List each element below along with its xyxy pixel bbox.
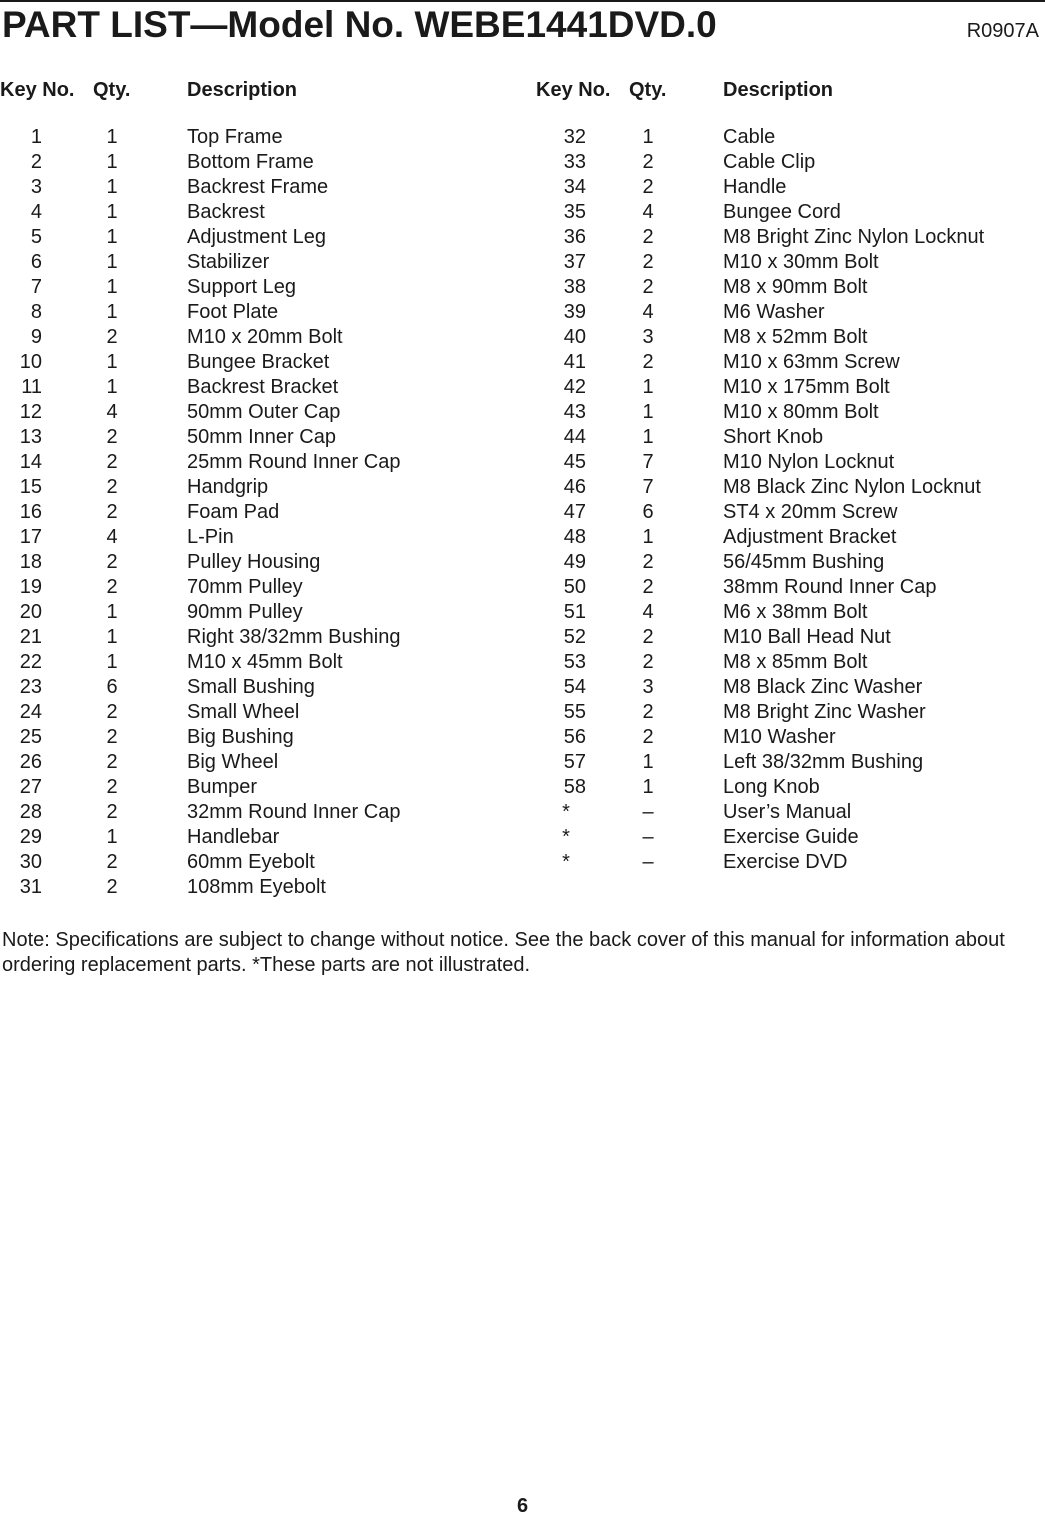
- part-description: M10 x 175mm Bolt: [723, 376, 890, 398]
- header-description: Description: [723, 79, 834, 101]
- part-qty: 2: [106, 451, 118, 473]
- part-key-no: 58: [563, 776, 586, 798]
- part-row: [536, 225, 1041, 250]
- part-description: M8 Black Zinc Nylon Locknut: [723, 476, 981, 498]
- part-row: [536, 450, 1041, 475]
- part-description: Adjustment Leg: [187, 226, 326, 248]
- part-row: [0, 575, 520, 600]
- part-description: 108mm Eyebolt: [187, 876, 326, 898]
- header-key-no: Key No.: [0, 79, 75, 101]
- part-row: [0, 500, 520, 525]
- part-qty: –: [642, 851, 654, 873]
- part-qty: 1: [106, 651, 118, 673]
- part-qty: 1: [642, 776, 654, 798]
- part-qty: 1: [106, 226, 118, 248]
- part-description: M10 Washer: [723, 726, 836, 748]
- part-row: [0, 350, 520, 375]
- page-number: 6: [516, 1495, 529, 1517]
- part-description: Backrest: [187, 201, 265, 223]
- part-description: Short Knob: [723, 426, 824, 448]
- part-row: [0, 450, 520, 475]
- part-qty: 2: [106, 326, 118, 348]
- part-key-no: 32: [563, 126, 586, 148]
- part-row: [536, 550, 1041, 575]
- part-description: Bottom Frame: [187, 151, 314, 173]
- parts-rows-left: [0, 125, 520, 900]
- part-row: [536, 425, 1041, 450]
- header-qty: Qty.: [629, 79, 667, 101]
- part-qty: 7: [642, 476, 654, 498]
- part-row: [0, 375, 520, 400]
- part-description: Exercise Guide: [723, 826, 859, 848]
- part-key-no: 52: [563, 626, 586, 648]
- part-row: [536, 375, 1041, 400]
- part-description: 90mm Pulley: [187, 601, 303, 623]
- part-row: [0, 300, 520, 325]
- part-row: [536, 650, 1041, 675]
- part-row: [536, 850, 1041, 875]
- part-description: M8 Bright Zinc Washer: [723, 701, 926, 723]
- part-description: M10 x 30mm Bolt: [723, 251, 879, 273]
- part-key-no: 3: [30, 176, 42, 198]
- header-description: Description: [187, 79, 298, 101]
- part-key-no: 36: [563, 226, 586, 248]
- part-qty: 1: [642, 401, 654, 423]
- part-row: [0, 125, 520, 150]
- part-qty: 1: [106, 826, 118, 848]
- part-key-no: 51: [563, 601, 586, 623]
- part-row: [536, 200, 1041, 225]
- part-qty: 4: [642, 601, 654, 623]
- part-key-no: 48: [563, 526, 586, 548]
- part-description: Cable Clip: [723, 151, 816, 173]
- part-row: [536, 625, 1041, 650]
- part-key-no: 19: [19, 576, 42, 598]
- part-description: M10 x 80mm Bolt: [723, 401, 879, 423]
- part-key-no: 35: [563, 201, 586, 223]
- part-key-no: 49: [563, 551, 586, 573]
- part-description: M6 Washer: [723, 301, 825, 323]
- part-key-no: 1: [30, 126, 42, 148]
- part-row: [0, 150, 520, 175]
- part-qty: 1: [106, 176, 118, 198]
- part-description: Small Bushing: [187, 676, 315, 698]
- part-qty: 2: [106, 726, 118, 748]
- parts-list-header: [0, 78, 520, 103]
- note-text: Note: Specifications are subject to change without notice. See the back cover of this manual for information about ordering replacement parts. *These parts are not illustrated.: [2, 929, 1005, 976]
- part-description: Exercise DVD: [723, 851, 848, 873]
- part-qty: 2: [642, 276, 654, 298]
- part-row: [0, 600, 520, 625]
- part-description: Foot Plate: [187, 301, 279, 323]
- part-qty: 1: [106, 151, 118, 173]
- part-qty: 4: [642, 201, 654, 223]
- part-key-no: 6: [30, 251, 42, 273]
- part-key-no: 57: [563, 751, 586, 773]
- part-key-no: *: [562, 851, 570, 873]
- part-row: [0, 550, 520, 575]
- part-row: [0, 625, 520, 650]
- part-key-no: 27: [19, 776, 42, 798]
- part-description: Left 38/32mm Bushing: [723, 751, 924, 773]
- part-description: M6 x 38mm Bolt: [723, 601, 868, 623]
- page-title: PART LIST—Model No. WEBE1441DVD.0: [2, 4, 717, 45]
- part-key-no: 23: [19, 676, 42, 698]
- part-qty: 2: [106, 851, 118, 873]
- part-qty: 1: [642, 526, 654, 548]
- part-row: [536, 500, 1041, 525]
- part-qty: 2: [642, 351, 654, 373]
- part-key-no: 21: [19, 626, 42, 648]
- part-description: Pulley Housing: [187, 551, 321, 573]
- part-row: [0, 775, 520, 800]
- part-description: 60mm Eyebolt: [187, 851, 315, 873]
- part-qty: 7: [642, 451, 654, 473]
- part-qty: 1: [106, 626, 118, 648]
- part-row: [0, 475, 520, 500]
- part-row: [0, 325, 520, 350]
- part-qty: 2: [106, 701, 118, 723]
- part-description: M8 x 85mm Bolt: [723, 651, 868, 673]
- part-key-no: 13: [19, 426, 42, 448]
- document-code: R0907A: [966, 20, 1039, 42]
- part-key-no: 29: [19, 826, 42, 848]
- part-key-no: 8: [30, 301, 42, 323]
- part-row: [536, 475, 1041, 500]
- part-row: [0, 525, 520, 550]
- part-description: Small Wheel: [187, 701, 300, 723]
- part-qty: –: [642, 826, 654, 848]
- part-description: M8 Bright Zinc Nylon Locknut: [723, 226, 985, 248]
- part-row: [0, 175, 520, 200]
- part-description: 70mm Pulley: [187, 576, 303, 598]
- part-key-no: 20: [19, 601, 42, 623]
- part-qty: 2: [642, 151, 654, 173]
- part-description: Support Leg: [187, 276, 296, 298]
- part-description: User’s Manual: [723, 801, 852, 823]
- part-qty: 1: [106, 351, 118, 373]
- part-row: [536, 750, 1041, 775]
- part-key-no: 9: [30, 326, 42, 348]
- part-key-no: 31: [19, 876, 42, 898]
- part-key-no: 41: [563, 351, 586, 373]
- part-qty: 1: [106, 201, 118, 223]
- part-row: [536, 300, 1041, 325]
- part-description: M10 x 63mm Screw: [723, 351, 900, 373]
- part-row: [536, 725, 1041, 750]
- part-key-no: 25: [19, 726, 42, 748]
- part-qty: 2: [106, 501, 118, 523]
- part-key-no: 7: [30, 276, 42, 298]
- part-description: Bumper: [187, 776, 258, 798]
- part-qty: 2: [642, 226, 654, 248]
- top-rule: [0, 0, 1045, 2]
- part-row: [0, 825, 520, 850]
- part-key-no: 47: [563, 501, 586, 523]
- part-key-no: *: [562, 826, 570, 848]
- part-qty: 2: [106, 801, 118, 823]
- part-qty: 2: [642, 651, 654, 673]
- part-key-no: 5: [30, 226, 42, 248]
- part-key-no: 34: [563, 176, 586, 198]
- part-row: [0, 800, 520, 825]
- part-key-no: 46: [563, 476, 586, 498]
- part-qty: 6: [642, 501, 654, 523]
- part-description: 38mm Round Inner Cap: [723, 576, 937, 598]
- part-row: [0, 200, 520, 225]
- part-description: L-Pin: [187, 526, 234, 548]
- part-description: M8 x 90mm Bolt: [723, 276, 868, 298]
- part-description: Backrest Frame: [187, 176, 329, 198]
- part-row: [536, 150, 1041, 175]
- part-qty: 2: [106, 876, 118, 898]
- part-description: M10 Nylon Locknut: [723, 451, 895, 473]
- part-description: 50mm Inner Cap: [187, 426, 336, 448]
- part-qty: 2: [106, 576, 118, 598]
- part-key-no: 55: [563, 701, 586, 723]
- part-description: M10 x 20mm Bolt: [187, 326, 343, 348]
- part-qty: 2: [106, 476, 118, 498]
- part-qty: 1: [106, 301, 118, 323]
- part-description: Backrest Bracket: [187, 376, 339, 398]
- part-key-no: 30: [19, 851, 42, 873]
- part-qty: 2: [106, 426, 118, 448]
- part-row: [536, 575, 1041, 600]
- part-row: [536, 700, 1041, 725]
- part-description: M10 Ball Head Nut: [723, 626, 891, 648]
- part-key-no: 17: [19, 526, 42, 548]
- part-key-no: 28: [19, 801, 42, 823]
- part-row: [0, 700, 520, 725]
- part-row: [536, 525, 1041, 550]
- part-key-no: 38: [563, 276, 586, 298]
- part-description: Handlebar: [187, 826, 280, 848]
- part-row: [0, 650, 520, 675]
- part-key-no: 16: [19, 501, 42, 523]
- part-key-no: 18: [19, 551, 42, 573]
- part-key-no: 2: [30, 151, 42, 173]
- part-row: [536, 175, 1041, 200]
- part-description: M8 Black Zinc Washer: [723, 676, 923, 698]
- part-key-no: 56: [563, 726, 586, 748]
- part-description: Stabilizer: [187, 251, 270, 273]
- part-description: Big Bushing: [187, 726, 294, 748]
- part-qty: 6: [106, 676, 118, 698]
- part-description: ST4 x 20mm Screw: [723, 501, 898, 523]
- part-qty: 1: [106, 251, 118, 273]
- part-key-no: 42: [563, 376, 586, 398]
- part-key-no: 44: [563, 426, 586, 448]
- part-qty: 2: [106, 751, 118, 773]
- part-row: [0, 675, 520, 700]
- parts-rows-right: [536, 125, 1041, 875]
- part-description: M8 x 52mm Bolt: [723, 326, 868, 348]
- part-row: [0, 850, 520, 875]
- part-row: [0, 425, 520, 450]
- part-row: [536, 325, 1041, 350]
- part-qty: 4: [642, 301, 654, 323]
- part-row: [536, 250, 1041, 275]
- part-row: [536, 275, 1041, 300]
- part-description: Bungee Cord: [723, 201, 841, 223]
- part-key-no: 33: [563, 151, 586, 173]
- parts-list-left: [0, 78, 520, 900]
- part-qty: 1: [106, 126, 118, 148]
- part-qty: 2: [642, 701, 654, 723]
- part-key-no: 39: [563, 301, 586, 323]
- part-row: [0, 275, 520, 300]
- part-key-no: 4: [30, 201, 42, 223]
- part-row: [536, 400, 1041, 425]
- part-row: [0, 250, 520, 275]
- part-qty: 2: [642, 551, 654, 573]
- part-row: [0, 750, 520, 775]
- part-qty: 1: [642, 751, 654, 773]
- part-qty: 2: [106, 776, 118, 798]
- part-key-no: 15: [19, 476, 42, 498]
- part-qty: –: [642, 801, 654, 823]
- part-description: Adjustment Bracket: [723, 526, 897, 548]
- part-key-no: 12: [19, 401, 42, 423]
- part-row: [0, 725, 520, 750]
- part-key-no: 10: [19, 351, 42, 373]
- part-key-no: 37: [563, 251, 586, 273]
- part-key-no: 43: [563, 401, 586, 423]
- part-qty: 1: [106, 601, 118, 623]
- part-qty: 1: [642, 426, 654, 448]
- part-qty: 1: [642, 126, 654, 148]
- part-qty: 1: [106, 276, 118, 298]
- part-row: [0, 875, 520, 900]
- part-description: Top Frame: [187, 126, 283, 148]
- part-key-no: 40: [563, 326, 586, 348]
- part-qty: 2: [642, 726, 654, 748]
- part-description: Right 38/32mm Bushing: [187, 626, 401, 648]
- part-qty: 4: [106, 526, 118, 548]
- part-key-no: 54: [563, 676, 586, 698]
- parts-list-right: [536, 78, 1041, 875]
- part-row: [536, 125, 1041, 150]
- part-key-no: 50: [563, 576, 586, 598]
- part-description: Long Knob: [723, 776, 820, 798]
- header-qty: Qty.: [93, 79, 131, 101]
- part-qty: 3: [642, 326, 654, 348]
- part-description: Foam Pad: [187, 501, 280, 523]
- part-row: [536, 350, 1041, 375]
- part-qty: 2: [642, 251, 654, 273]
- part-key-no: 24: [19, 701, 42, 723]
- part-row: [536, 675, 1041, 700]
- header-key-no: Key No.: [536, 79, 611, 101]
- part-key-no: 14: [19, 451, 42, 473]
- part-qty: 1: [642, 376, 654, 398]
- part-qty: 2: [642, 576, 654, 598]
- part-row: [536, 825, 1041, 850]
- part-row: [536, 600, 1041, 625]
- part-description: Handgrip: [187, 476, 269, 498]
- part-qty: 2: [642, 176, 654, 198]
- part-key-no: 45: [563, 451, 586, 473]
- parts-list-header: [536, 78, 1041, 103]
- part-description: Big Wheel: [187, 751, 279, 773]
- part-key-no: 11: [21, 376, 42, 398]
- part-qty: 2: [106, 551, 118, 573]
- part-description: 25mm Round Inner Cap: [187, 451, 401, 473]
- part-description: 32mm Round Inner Cap: [187, 801, 401, 823]
- part-row: [536, 800, 1041, 825]
- part-qty: 1: [106, 376, 118, 398]
- part-key-no: 22: [19, 651, 42, 673]
- part-key-no: *: [562, 801, 570, 823]
- part-row: [0, 400, 520, 425]
- part-description: Bungee Bracket: [187, 351, 330, 373]
- part-row: [0, 225, 520, 250]
- part-qty: 4: [106, 401, 118, 423]
- part-row: [536, 775, 1041, 800]
- part-description: 56/45mm Bushing: [723, 551, 885, 573]
- part-description: 50mm Outer Cap: [187, 401, 341, 423]
- part-qty: 2: [642, 626, 654, 648]
- part-description: Cable: [723, 126, 776, 148]
- part-key-no: 53: [563, 651, 586, 673]
- part-description: M10 x 45mm Bolt: [187, 651, 343, 673]
- part-description: Handle: [723, 176, 787, 198]
- part-qty: 3: [642, 676, 654, 698]
- part-key-no: 26: [19, 751, 42, 773]
